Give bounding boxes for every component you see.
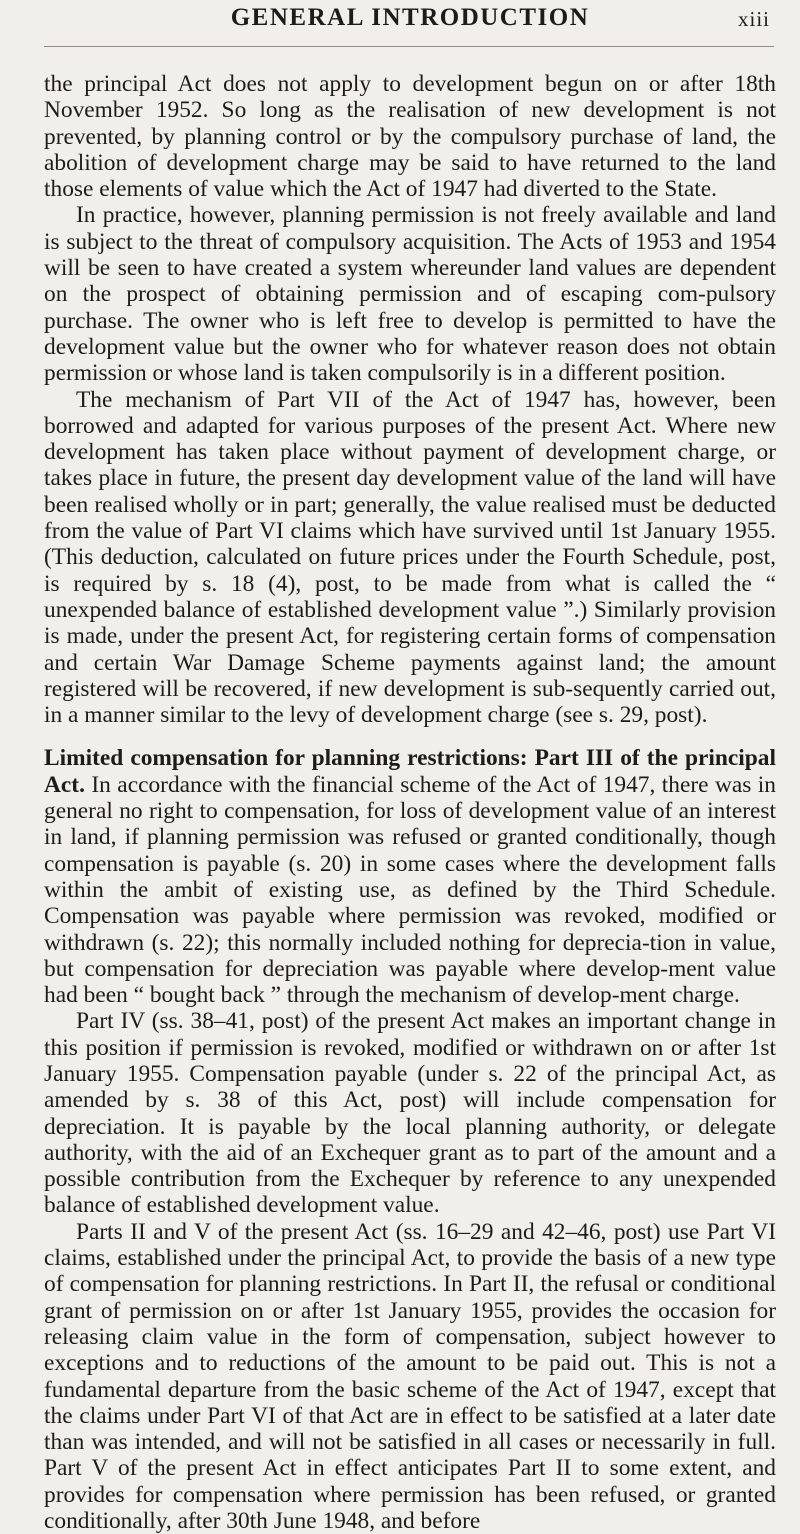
body-text — [44, 71, 776, 1534]
paragraph-5 — [44, 1008, 776, 1218]
header-rule — [44, 46, 774, 47]
paragraph-2 — [44, 202, 776, 386]
page-number: xiii — [737, 7, 770, 31]
paragraph-1 — [44, 71, 776, 202]
paragraph-3 — [44, 387, 776, 729]
section-heading: Limited compensation for planning restrictions: Part III of the principal Act. — [44, 745, 776, 798]
paragraph-1-text: the principal Act does not apply to development begun on or after 18th November 1952. So long as the realisation of new development is not prevented, by planning control or by the compulsory purchase of land, the abolition of development charge may be said to have returned to the land those elements of value which the Act of 1947 had diverted to the State. — [44, 71, 776, 203]
paragraph-2-text: In practice, however, planning permission is not freely available and land is subject to the threat of compulsory acquisition. The Acts of 1953 and 1954 will be seen to have created a system whereunder land values are dependent on the prospect of obtaining permission and of escaping com-pulsory purchase. The owner who is left free to develop is permitted to have the development value but the owner who for whatever reason does not obtain permission or whose land is taken compulsorily is in a different position. — [44, 202, 776, 387]
paragraph-6 — [44, 1219, 776, 1534]
paragraph-4 — [44, 745, 776, 1008]
running-head — [44, 0, 776, 46]
paragraph-4-text: In accordance with the financial scheme of the Act of 1947, there was in general no right to compensation, for loss of development value of an interest in land, if planning permission was refused or granted conditionally, though compensation is payable (s. 20) in some cases where the development falls within the ambit of existing use, as defined by the Third Schedule. Compensation was payable where permission was revoked, modified or withdrawn (s. 22); this normally included nothing for deprecia-tion in value, but compensation for depreciation was payable where develop-ment value had been “ bought back ” through the mechanism of develop-ment charge. — [44, 771, 776, 1009]
paragraph-3-text: The mechanism of Part VII of the Act of 1947 has, however, been borrowed and adapted for various purposes of the present Act. Where new development has taken place without payment of development charge, or takes place in future, the present day development value of the land will have been realised wholly or in part; generally, the value realised must be deducted from the value of Part VI claims which have survived until 1st January 1955. (This deduction, calculated on future prices under the Fourth Schedule, post, is required by s. 18 (4), post, to be made from what is called the “ unexpended balance of established development value ”.) Similarly provision is made, under the present Act, for registering certain forms of compensation and certain War Damage Scheme payments against land; the amount registered will be recovered, if new development is sub-sequently carried out, in a manner similar to the levy of development charge (see s. 29, post). — [44, 386, 776, 729]
paragraph-6-text: Parts II and V of the present Act (ss. 16–29 and 42–46, post) use Part VI claims, established under the principal Act, to provide the basis of a new type of compensation for planning restrictions. In Part II, the refusal or conditional grant of permission on or after 1st January 1955, provides the occasion for releasing claim value in the form of compensation, subject however to exceptions and to reductions of the amount to be paid out. This is not a fundamental departure from the basic scheme of the Act of 1947, except that the claims under Part VI of that Act are in effect to be satisfied at a later date than was intended, and will not be satisfied in all cases or necessarily in full. Part V of the present Act in effect anticipates Part II to some extent, and provides for compensation where permission has been refused, or granted conditionally, after 30th June 1948, and before — [44, 1218, 776, 1534]
running-head-title: GENERAL INTRODUCTION — [230, 4, 590, 31]
paragraph-5-text: Part IV (ss. 38–41, post) of the present Act makes an important change in this position if permission is revoked, modified or withdrawn on or after 1st January 1955. Compensation payable (under s. 22 of the principal Act, as amended by s. 38 of this Act, post) will include compensation for depreciation. It is payable by the local planning authority, or delegate authority, with the aid of an Exchequer grant as to part of the amount and a possible contribution from the Exchequer by reference to any unexpended balance of established development value. — [44, 1008, 776, 1219]
